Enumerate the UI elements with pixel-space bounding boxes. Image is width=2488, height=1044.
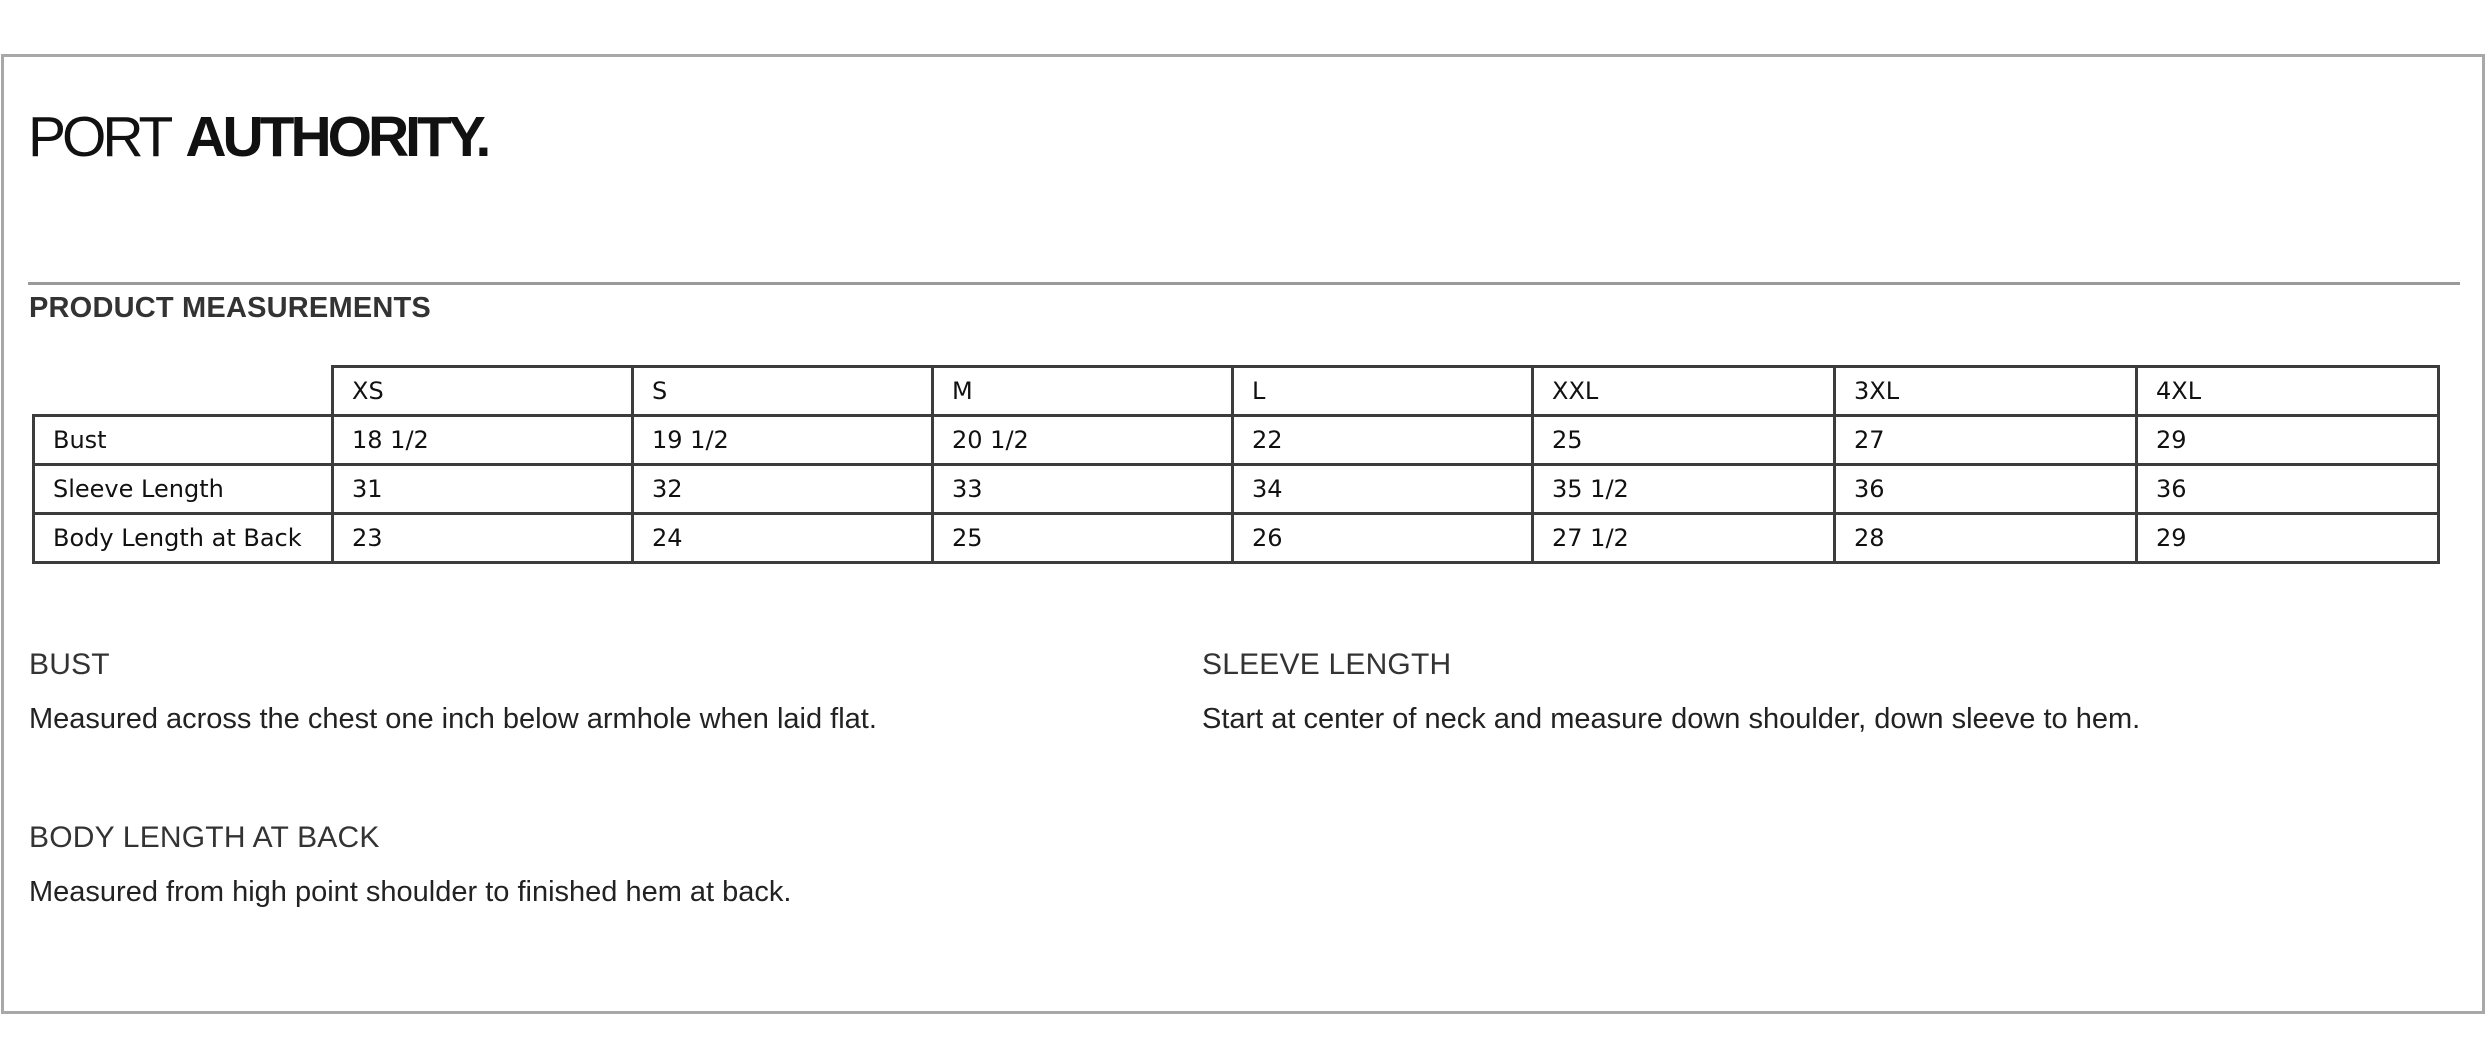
port-authority-logo [28, 104, 488, 169]
body-length-text: Measured from high point shoulder to finished hem at back. [29, 876, 792, 908]
column-header: XS [333, 367, 633, 416]
table-cell: 20 1/2 [933, 416, 1233, 465]
logo-word-authority: AUTHORITY. [185, 104, 488, 169]
bust-description [29, 648, 877, 736]
table-cell: 25 [1533, 416, 1835, 465]
sleeve-length-text: Start at center of neck and measure down shoulder, down sleeve to hem. [1202, 703, 2141, 735]
table-cell: 29 [2137, 514, 2439, 563]
table-row [34, 465, 2439, 514]
table-cell: 27 [1835, 416, 2137, 465]
table-cell: 27 1/2 [1533, 514, 1835, 563]
table-cell: 29 [2137, 416, 2439, 465]
table-cell: 32 [633, 465, 933, 514]
table-cell: 24 [633, 514, 933, 563]
row-label: Sleeve Length [34, 465, 333, 514]
table-cell: 19 1/2 [633, 416, 933, 465]
column-header: 4XL [2137, 367, 2439, 416]
table-header-row [34, 367, 2439, 416]
column-header: S [633, 367, 933, 416]
table-cell: 36 [2137, 465, 2439, 514]
sleeve-length-heading: SLEEVE LENGTH [1202, 648, 1452, 681]
table-cell: 36 [1835, 465, 2137, 514]
column-header: L [1233, 367, 1533, 416]
table-row [34, 514, 2439, 563]
measurements-table [32, 365, 2440, 564]
column-header: 3XL [1835, 367, 2137, 416]
table-cell: 31 [333, 465, 633, 514]
table-cell: 34 [1233, 465, 1533, 514]
body-length-heading: BODY LENGTH AT BACK [29, 821, 380, 854]
table-cell: 26 [1233, 514, 1533, 563]
column-header: XXL [1533, 367, 1835, 416]
table-cell: 25 [933, 514, 1233, 563]
table-cell: 33 [933, 465, 1233, 514]
table-cell: 22 [1233, 416, 1533, 465]
section-title: PRODUCT MEASUREMENTS [29, 292, 431, 324]
table-corner-cell [34, 367, 333, 416]
table-row [34, 416, 2439, 465]
bust-heading: BUST [29, 648, 110, 681]
row-label: Bust [34, 416, 333, 465]
table-cell: 35 1/2 [1533, 465, 1835, 514]
column-header: M [933, 367, 1233, 416]
table-cell: 23 [333, 514, 633, 563]
row-label: Body Length at Back [34, 514, 333, 563]
bust-text: Measured across the chest one inch below armhole when laid flat. [29, 703, 877, 735]
logo-word-port: PORT [28, 104, 170, 169]
table-cell: 18 1/2 [333, 416, 633, 465]
sleeve-length-description [1202, 648, 2140, 736]
table-cell: 28 [1835, 514, 2137, 563]
section-divider [28, 282, 2460, 285]
body-length-description [29, 821, 791, 909]
